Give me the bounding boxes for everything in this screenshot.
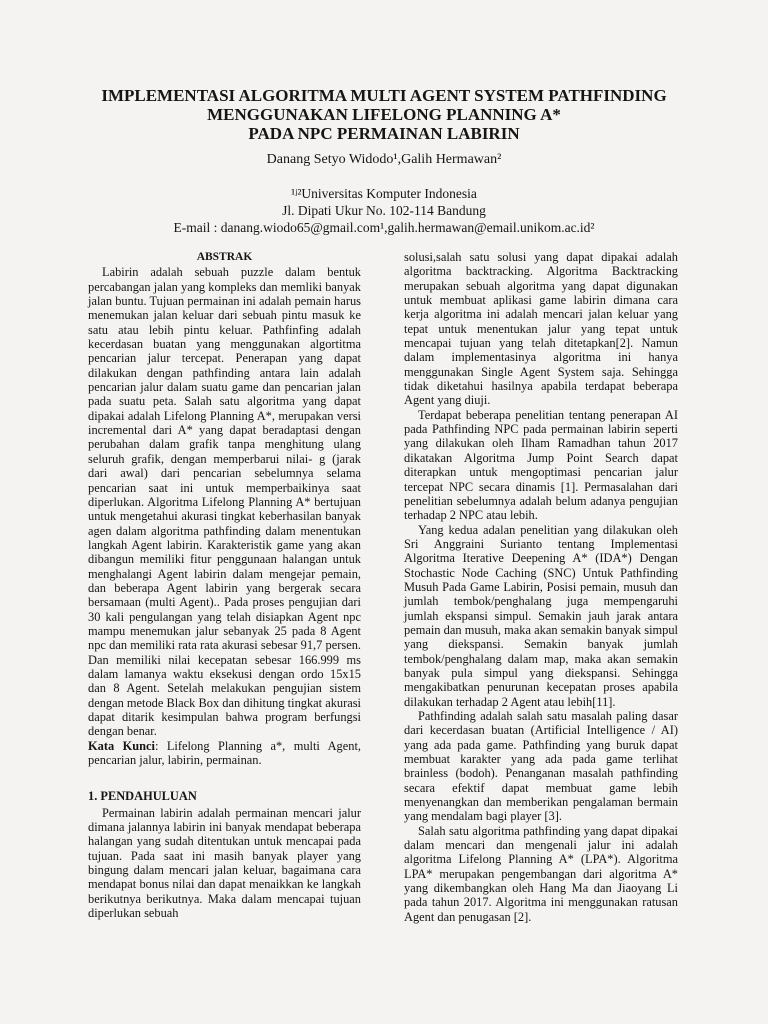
left-column	[88, 250, 361, 920]
affiliation-email: E-mail : danang.wiodo65@gmail.com¹,galih.hermawan@email.unikom.ac.id²	[173, 220, 595, 235]
intro-paragraph-1-continued: solusi,salah satu solusi yang dapat dipakai adalah algoritma backtracking. Algoritma Backtracking merupakan sebuah algoritma yang dapat digunakan untuk membuat aplikasi game labirin dimana cara kerja algoritma ini adalah mencari jalan keluar yang tepat untuk menentukan jalur yang tepat untuk mencapai tujuan yang telah ditetapkan[2]. Namun dalam implementasinya algoritma ini hanya menggunakan Single Agent System saja. Sehingga tidak diketahui hasilnya apabila terdapat beberapa Agent yang diuji.	[404, 250, 678, 408]
paper-title	[60, 86, 708, 143]
affiliation-address: Jl. Dipati Ukur No. 102-114 Bandung	[282, 203, 486, 218]
intro-paragraph-3: Yang kedua adalan penelitian yang dilakukan oleh Sri Anggraini Surianto tentang Implementasi Algoritma Iterative Deepening A* (IDA*) Dengan Stochastic Node Caching (SNC) Untuk Pathfinding Musuh Pada Game Labirin, Posisi pemain, musuh dan jumlah tembok/penghalang juga mempengaruhi jumlah ekspansi simpul. Semakin jauh jarak antara pemain dan musuh, maka akan semakin banyak simpul yang diekspansi. Semakin banyak jumlah tembok/penghalang dalam map, maka akan semakin banyak pula simpul yang diekspansi. Sehingga mengakibatkan penurunan kecepatan proses apabila dilakukan terhadap 2 Agent atau lebih[11].	[404, 522, 678, 709]
intro-paragraph-4: Pathfinding adalah salah satu masalah paling dasar dari kecerdasan buatan (Artificial Intelligence / AI) yang ada pada game. Pathfinding yang buruk dapat membuat karakter yang ada pada game terlihat brainless (bodoh). Penanganan masalah pathfinding secara efektif dapat membuat game lebih menyenangkan dan memberikan pengalaman bermain yang mendalam bagi player [3].	[404, 709, 678, 824]
authors: Danang Setyo Widodo¹,Galih Hermawan²	[266, 152, 502, 167]
affiliation	[60, 185, 708, 236]
title-line-1: IMPLEMENTASI ALGORITMA MULTI AGENT SYSTEM PATHFINDING	[101, 86, 667, 105]
abstract-text: Labirin adalah sebuah puzzle dalam bentuk percabangan jalan yang kompleks dan memliki banyak jalan buntu. Tujuan permainan ini adalah pemain harus menemukan jalan keluar dari sebuah pintu masuk ke satu atau lebih pintu keluar. Pathfinfing adalah kecerdasan buatan yang menggunakan algortitma pencarian jalur tercepat. Penerapan yang dapat dilakukan dengan pathfinding antara lain adalah pencarian jalur dalam suatu game dan pencarian jalan pada suatu peta. Salah satu algoritma yang dapat dipakai adalah Lifelong Planning A*, merupakan versi incremental dari A* yang dapat beradaptasi dengan perubahan dalam grafik tanpa menghitung ulang seluruh grafik, dengan memperbarui nilai- g (jarak dari awal) dari pencarian sebelumnya selama pencarian saat ini untuk memperbaikinya saat diperlukan. Algoritma Lifelong Planning A* bertujuan untuk mengetahui akurasi tingkat keberhasilan banyak agen dalam algoritma pathfinding dalam menentukan langkah Agent labirin. Karakteristik game yang akan dibangun memiliki fitur penggunaan halangan untuk menghalangi Agent labirin dalam mengejar pemain, dan beberapa Agent labirin yang bergerak secara bersamaan (multi Agent).. Pada proses pengujian dari 30 kali pengulangan yang telah disiapkan Agent npc mampu menemukan jalur sebanyak 25 pada 8 Agent npc dan memiliki rata rata akurasi sebesar 91,7 persen. Dan memiliki nilai kecepatan sebesar 166.999 ms dalam lamanya waktu eksekusi dengan ordo 15x15 dan 8 Agent. Setelah melakukan pengujian sistem dengan metode Black Box dan dihitung tingkat akurasi dapat ditarik kesimpulan bahwa program berfungsi dengan benar.	[88, 265, 361, 739]
title-line-3: PADA NPC PERMAINAN LABIRIN	[248, 124, 520, 143]
right-column	[404, 250, 678, 924]
affiliation-university: ¹ʲ²Universitas Komputer Indonesia	[291, 186, 477, 201]
intro-paragraph-1: Permainan labirin adalah permainan mencari jalur dimana jalannya labirin ini banyak mendapat beberapa halangan yang sudah ditentukan untuk mencapai pada tujuan. Pada saat ini masih banyak player yang bingung dalam mencari jalan keluar, bagaimana cara mendapat bonus nilai dan dapat menaikkan ke langkah berikutnya berikutnya. Maka dalam mencapai tujuan diperlukan sebuah	[88, 805, 361, 921]
intro-paragraph-5: Salah satu algoritma pathfinding yang dapat dipakai dalam mencari dan mengenali jalur ini adalah algoritma Lifelong Planning A* (LPA*). Algoritma LPA* merupakan pengembangan dari algoritma A* yang dikembangkan oleh Hang Ma dan Jiaoyang Li pada tahun 2017. Algoritma ini menggunakan ratusan Agent dan penugasan [2].	[404, 823, 678, 924]
section-heading-pendahuluan: 1. PENDAHULUAN	[88, 789, 197, 804]
keywords-label: Kata Kunci	[88, 738, 155, 753]
title-line-2: MENGGUNAKAN LIFELONG PLANNING A*	[207, 105, 561, 124]
keywords-list: : Lifelong Planning a*, multi Agent, pencarian jalur, labirin, permainan.	[88, 738, 361, 768]
keywords	[88, 739, 361, 768]
intro-paragraph-2: Terdapat beberapa penelitian tentang penerapan AI pada Pathfinding NPC pada permainan labirin seperti yang dilakukan oleh Ilham Ramadhan tahun 2017 dikatakan Algoritma Jump Point Search dapat diterapkan untuk mengoptimasi pencarian jalur tercepat NPC secara dinamis [1]. Permasalahan dari penelitian sebelumnya adalah belum adanya pengujian terhadap 2 NPC atau lebih.	[404, 407, 678, 523]
abstract-heading: ABSTRAK	[196, 251, 253, 263]
